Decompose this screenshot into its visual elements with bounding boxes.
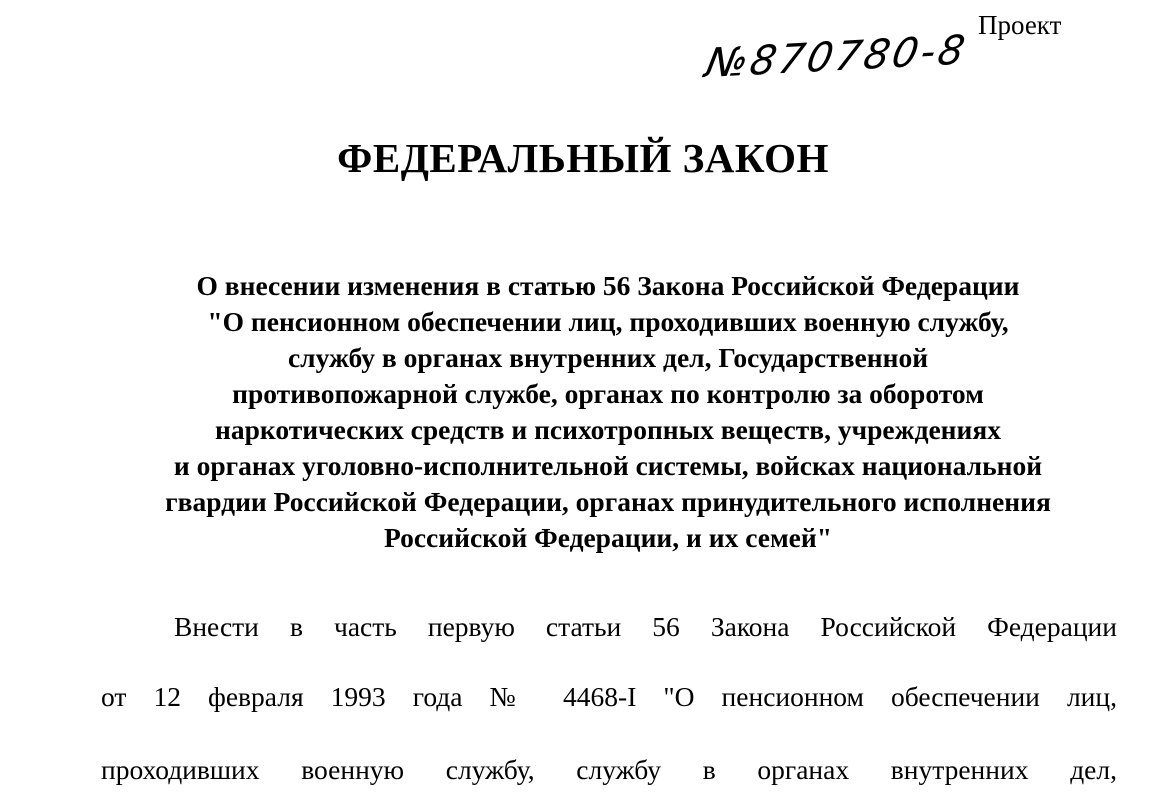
law-title-line: гвардии Российской Федерации, органах принудительного исполнения [165,486,1051,517]
handwritten-registration-number: №870780-8 [701,27,972,88]
law-title-line: противопожарной службе, органах по контролю за оборотом [232,378,984,409]
law-title-line: "О пенсионном обеспечении лиц, проходивших военную службу, [207,306,1009,337]
draft-status-label: Проект [978,10,1062,40]
law-title-line: службу в органах внутренних дел, Государственной [287,342,929,373]
law-title-line: и органах уголовно-исполнительной системы, войсках национальной [173,450,1043,481]
law-title-line: Российской Федерации, и их семей" [383,522,833,553]
law-title [83,268,1133,556]
document-type-heading: ФЕДЕРАЛЬНЫЙ ЗАКОН [337,135,829,181]
law-title-line: наркотических средств и психотропных веществ, учреждениях [214,414,1002,445]
law-title-line: О внесении изменения в статью 56 Закона Российской Федерации [196,270,1020,301]
body-text-line: Внести в часть первую статьи 56 Закона Российской Федерации [174,611,1117,642]
body-text-line: от 12 февраля 1993 года № 4468-I "О пенсионном обеспечении лиц, [101,681,1117,712]
body-text-line: проходивших военную службу, службу в органах внутренних дел, [101,754,1117,785]
